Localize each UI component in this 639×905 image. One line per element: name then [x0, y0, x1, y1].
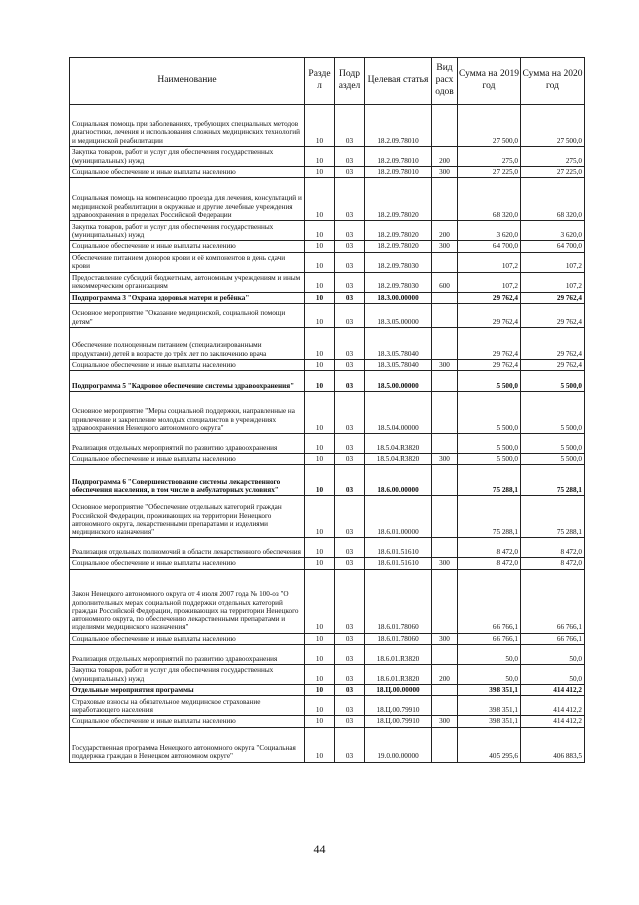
row-target-article-cell: 18.3.05.78040	[365, 359, 432, 370]
row-section-cell: 10	[305, 696, 335, 716]
row-target-article-cell: 18.6.01.78060	[365, 569, 432, 633]
row-subsection-cell: 03	[335, 178, 365, 221]
row-name-cell: Основное мероприятие "Обеспечение отдельных категорий граждан Российской Федерации, проживающих на территории Ненецкого автономного округа, лекарственными препаратами и изделиями медицинского назначения"	[70, 496, 305, 538]
header-section: Разде л	[305, 58, 335, 105]
row-expense-type-cell	[432, 303, 458, 327]
row-sum-2019-cell: 275,0	[458, 147, 521, 167]
row-section-cell: 10	[305, 292, 335, 303]
row-subsection-cell: 03	[335, 727, 365, 762]
row-target-article-cell: 18.2.09.78020	[365, 221, 432, 241]
row-subsection-cell: 03	[335, 392, 365, 434]
table-row	[70, 664, 585, 684]
row-sum-2020-cell: 29 762,4	[521, 359, 585, 370]
table-row	[70, 178, 585, 221]
table-row	[70, 716, 585, 727]
row-sum-2019-cell: 66 766,1	[458, 569, 521, 633]
row-sum-2019-cell: 398 351,1	[458, 684, 521, 695]
row-expense-type-cell	[432, 105, 458, 147]
row-sum-2020-cell: 50,0	[521, 644, 585, 664]
row-name-cell: Обеспечение питанием доноров крови и её компонентов в день сдачи крови	[70, 252, 305, 272]
row-target-article-cell: 18.Ц.00.79910	[365, 716, 432, 727]
row-target-article-cell: 18.3.00.00000	[365, 292, 432, 303]
row-target-article-cell: 18.3.05.78040	[365, 327, 432, 359]
row-name-cell: Отдельные мероприятия программы	[70, 684, 305, 695]
row-subsection-cell: 03	[335, 371, 365, 392]
header-expense-type: Вид расх одов	[432, 58, 458, 105]
row-expense-type-cell	[432, 538, 458, 558]
row-sum-2019-cell: 68 320,0	[458, 178, 521, 221]
row-subsection-cell: 03	[335, 221, 365, 241]
row-name-cell: Подпрограмма 6 "Совершенствование системы лекарственного обеспечения населения, в том числе в амбулаторных условиях"	[70, 465, 305, 496]
header-sum-2019: Сумма на 2019 год	[458, 58, 521, 105]
row-name-cell: Социальное обеспечение и иные выплаты населению	[70, 359, 305, 370]
row-sum-2020-cell: 29 762,4	[521, 292, 585, 303]
row-subsection-cell: 03	[335, 538, 365, 558]
row-target-article-cell: 18.6.01.R3820	[365, 664, 432, 684]
row-target-article-cell: 18.6.01.78060	[365, 633, 432, 644]
row-subsection-cell: 03	[335, 696, 365, 716]
table-row	[70, 359, 585, 370]
row-subsection-cell: 03	[335, 633, 365, 644]
row-sum-2019-cell: 398 351,1	[458, 716, 521, 727]
row-target-article-cell: 18.2.09.78010	[365, 105, 432, 147]
row-expense-type-cell	[432, 496, 458, 538]
row-section-cell: 10	[305, 303, 335, 327]
row-sum-2020-cell: 64 700,0	[521, 241, 585, 252]
table-body	[70, 105, 585, 763]
row-sum-2020-cell: 75 288,1	[521, 496, 585, 538]
row-expense-type-cell	[432, 644, 458, 664]
row-sum-2020-cell: 68 320,0	[521, 178, 585, 221]
row-section-cell: 10	[305, 496, 335, 538]
row-section-cell: 10	[305, 392, 335, 434]
row-expense-type-cell	[432, 178, 458, 221]
row-sum-2020-cell: 275,0	[521, 147, 585, 167]
row-sum-2019-cell: 29 762,4	[458, 303, 521, 327]
row-sum-2019-cell: 27 225,0	[458, 167, 521, 178]
row-target-article-cell: 18.2.09.78030	[365, 252, 432, 272]
row-sum-2020-cell: 8 472,0	[521, 538, 585, 558]
row-section-cell: 10	[305, 178, 335, 221]
row-subsection-cell: 03	[335, 105, 365, 147]
row-sum-2019-cell: 5 500,0	[458, 454, 521, 465]
table-row	[70, 454, 585, 465]
row-sum-2019-cell: 50,0	[458, 664, 521, 684]
row-sum-2020-cell: 75 288,1	[521, 465, 585, 496]
row-target-article-cell: 18.6.01.R3820	[365, 644, 432, 664]
table-row	[70, 221, 585, 241]
row-name-cell: Реализация отдельных полномочий в области лекарственного обеспечения	[70, 538, 305, 558]
row-expense-type-cell	[432, 696, 458, 716]
row-section-cell: 10	[305, 434, 335, 454]
table-row	[70, 371, 585, 392]
row-name-cell: Социальная помощь при заболеваниях, требующих специальных методов диагностики, лечения и использования сложных медицинских технологий и медицинской реабилитации	[70, 105, 305, 147]
row-name-cell: Предоставление субсидий бюджетным, автономным учреждениям и иным некоммерческим организациям	[70, 272, 305, 292]
row-section-cell: 10	[305, 538, 335, 558]
budget-table	[69, 57, 585, 763]
row-sum-2020-cell: 66 766,1	[521, 633, 585, 644]
row-expense-type-cell	[432, 371, 458, 392]
row-name-cell: Обеспечение полноценным питанием (специализированными продуктами) детей в возрасте до трёх лет по заключению врача	[70, 327, 305, 359]
row-target-article-cell: 18.2.09.78020	[365, 178, 432, 221]
row-expense-type-cell	[432, 392, 458, 434]
row-name-cell: Подпрограмма 3 "Охрана здоровья матери и ребёнка"	[70, 292, 305, 303]
row-subsection-cell: 03	[335, 496, 365, 538]
row-expense-type-cell: 300	[432, 454, 458, 465]
row-subsection-cell: 03	[335, 434, 365, 454]
row-section-cell: 10	[305, 716, 335, 727]
row-target-article-cell: 18.5.04.R3820	[365, 454, 432, 465]
row-name-cell: Социальное обеспечение и иные выплаты населению	[70, 454, 305, 465]
row-target-article-cell: 18.5.04.00000	[365, 392, 432, 434]
row-name-cell: Реализация отдельных мероприятий по развитию здравоохранения	[70, 644, 305, 664]
row-section-cell: 10	[305, 684, 335, 695]
row-target-article-cell: 18.2.09.78030	[365, 272, 432, 292]
header-target-article: Целевая статья	[365, 58, 432, 105]
row-name-cell: Социальное обеспечение и иные выплаты населению	[70, 633, 305, 644]
table-row	[70, 434, 585, 454]
row-name-cell: Закупка товаров, работ и услуг для обеспечения государственных (муниципальных) нужд	[70, 147, 305, 167]
row-section-cell: 10	[305, 664, 335, 684]
table-row	[70, 167, 585, 178]
row-expense-type-cell: 200	[432, 147, 458, 167]
row-sum-2019-cell: 107,2	[458, 252, 521, 272]
row-expense-type-cell: 300	[432, 167, 458, 178]
row-expense-type-cell	[432, 327, 458, 359]
row-expense-type-cell	[432, 727, 458, 762]
row-sum-2020-cell: 107,2	[521, 272, 585, 292]
row-name-cell: Государственная программа Ненецкого автономного округа "Социальная поддержка граждан в Ненецком автономном округе"	[70, 727, 305, 762]
row-sum-2019-cell: 3 620,0	[458, 221, 521, 241]
row-subsection-cell: 03	[335, 303, 365, 327]
row-sum-2019-cell: 29 762,4	[458, 327, 521, 359]
table-row	[70, 241, 585, 252]
table-row	[70, 327, 585, 359]
table-row	[70, 392, 585, 434]
row-name-cell: Подпрограмма 5 "Кадровое обеспечение системы здравоохранения"	[70, 371, 305, 392]
row-subsection-cell: 03	[335, 359, 365, 370]
row-sum-2020-cell: 406 883,5	[521, 727, 585, 762]
row-subsection-cell: 03	[335, 558, 365, 569]
row-sum-2019-cell: 29 762,4	[458, 359, 521, 370]
table-row	[70, 272, 585, 292]
table-row	[70, 496, 585, 538]
row-expense-type-cell: 300	[432, 558, 458, 569]
table-row	[70, 569, 585, 633]
row-sum-2019-cell: 8 472,0	[458, 538, 521, 558]
row-expense-type-cell: 300	[432, 633, 458, 644]
row-subsection-cell: 03	[335, 167, 365, 178]
row-sum-2020-cell: 414 412,2	[521, 684, 585, 695]
row-name-cell: Социальное обеспечение и иные выплаты населению	[70, 558, 305, 569]
table-row	[70, 558, 585, 569]
row-subsection-cell: 03	[335, 644, 365, 664]
row-target-article-cell: 18.6.01.00000	[365, 496, 432, 538]
row-name-cell: Страховые взносы на обязательное медицинское страхование неработающего населения	[70, 696, 305, 716]
row-sum-2019-cell: 8 472,0	[458, 558, 521, 569]
table-row	[70, 303, 585, 327]
row-sum-2020-cell: 5 500,0	[521, 371, 585, 392]
table-row	[70, 633, 585, 644]
row-sum-2019-cell: 75 288,1	[458, 465, 521, 496]
row-section-cell: 10	[305, 454, 335, 465]
table-row	[70, 684, 585, 695]
row-sum-2019-cell: 107,2	[458, 272, 521, 292]
row-section-cell: 10	[305, 167, 335, 178]
table-row	[70, 292, 585, 303]
row-name-cell: Социальная помощь на компенсацию проезда для лечения, консультаций и медицинской реабилитации в окружные и другие лечебные учреждения здравоохранения в пределах Российской Федерации	[70, 178, 305, 221]
row-section-cell: 10	[305, 147, 335, 167]
row-target-article-cell: 18.6.00.00000	[365, 465, 432, 496]
table-row	[70, 538, 585, 558]
header-subsection: Подр аздел	[335, 58, 365, 105]
row-subsection-cell: 03	[335, 569, 365, 633]
page-number: 44	[313, 842, 326, 856]
row-target-article-cell: 18.3.05.00000	[365, 303, 432, 327]
table-row	[70, 644, 585, 664]
row-sum-2020-cell: 107,2	[521, 252, 585, 272]
row-sum-2019-cell: 75 288,1	[458, 496, 521, 538]
row-sum-2020-cell: 50,0	[521, 664, 585, 684]
row-expense-type-cell: 300	[432, 241, 458, 252]
row-sum-2019-cell: 64 700,0	[458, 241, 521, 252]
row-section-cell: 10	[305, 558, 335, 569]
row-subsection-cell: 03	[335, 252, 365, 272]
row-sum-2019-cell: 5 500,0	[458, 371, 521, 392]
row-section-cell: 10	[305, 644, 335, 664]
row-sum-2020-cell: 29 762,4	[521, 303, 585, 327]
row-section-cell: 10	[305, 465, 335, 496]
row-target-article-cell: 18.5.04.R3820	[365, 434, 432, 454]
row-name-cell: Социальное обеспечение и иные выплаты населению	[70, 241, 305, 252]
row-subsection-cell: 03	[335, 465, 365, 496]
table-row	[70, 696, 585, 716]
row-expense-type-cell	[432, 465, 458, 496]
row-section-cell: 10	[305, 221, 335, 241]
row-expense-type-cell	[432, 569, 458, 633]
row-sum-2020-cell: 3 620,0	[521, 221, 585, 241]
row-section-cell: 10	[305, 272, 335, 292]
header-name: Наименование	[70, 58, 305, 105]
row-name-cell: Закупка товаров, работ и услуг для обеспечения государственных (муниципальных) нужд	[70, 664, 305, 684]
row-name-cell: Социальное обеспечение и иные выплаты населению	[70, 716, 305, 727]
table-header-row	[70, 58, 585, 105]
row-expense-type-cell	[432, 434, 458, 454]
row-sum-2019-cell: 29 762,4	[458, 292, 521, 303]
row-subsection-cell: 03	[335, 454, 365, 465]
row-sum-2019-cell: 398 351,1	[458, 696, 521, 716]
row-section-cell: 10	[305, 727, 335, 762]
row-target-article-cell: 18.5.00.00000	[365, 371, 432, 392]
table-row	[70, 465, 585, 496]
row-expense-type-cell: 600	[432, 272, 458, 292]
row-target-article-cell: 18.2.09.78010	[365, 167, 432, 178]
row-subsection-cell: 03	[335, 272, 365, 292]
row-expense-type-cell	[432, 684, 458, 695]
row-expense-type-cell	[432, 292, 458, 303]
row-subsection-cell: 03	[335, 241, 365, 252]
row-subsection-cell: 03	[335, 664, 365, 684]
row-sum-2020-cell: 27 500,0	[521, 105, 585, 147]
row-sum-2019-cell: 5 500,0	[458, 392, 521, 434]
row-target-article-cell: 18.6.01.51610	[365, 538, 432, 558]
row-target-article-cell: 19.0.00.00000	[365, 727, 432, 762]
row-target-article-cell: 18.6.01.51610	[365, 558, 432, 569]
row-name-cell: Основное мероприятие "Меры социальной поддержки, направленные на привлечение и закрепление молодых специалистов в учреждениях здравоохранения Ненецкого автономного округа"	[70, 392, 305, 434]
table-row	[70, 105, 585, 147]
row-expense-type-cell: 300	[432, 716, 458, 727]
row-section-cell: 10	[305, 569, 335, 633]
row-section-cell: 10	[305, 327, 335, 359]
row-sum-2020-cell: 414 412,2	[521, 716, 585, 727]
row-sum-2019-cell: 405 295,6	[458, 727, 521, 762]
row-sum-2019-cell: 5 500,0	[458, 434, 521, 454]
row-expense-type-cell: 200	[432, 664, 458, 684]
row-sum-2020-cell: 414 412,2	[521, 696, 585, 716]
row-target-article-cell: 18.2.09.78020	[365, 241, 432, 252]
row-subsection-cell: 03	[335, 684, 365, 695]
row-section-cell: 10	[305, 371, 335, 392]
row-sum-2020-cell: 5 500,0	[521, 434, 585, 454]
row-expense-type-cell: 200	[432, 221, 458, 241]
row-subsection-cell: 03	[335, 716, 365, 727]
row-name-cell: Закупка товаров, работ и услуг для обеспечения государственных (муниципальных) нужд	[70, 221, 305, 241]
row-subsection-cell: 03	[335, 292, 365, 303]
row-target-article-cell: 18.Ц.00.00000	[365, 684, 432, 695]
row-subsection-cell: 03	[335, 147, 365, 167]
row-sum-2020-cell: 29 762,4	[521, 327, 585, 359]
row-section-cell: 10	[305, 241, 335, 252]
row-sum-2020-cell: 5 500,0	[521, 454, 585, 465]
row-target-article-cell: 18.Ц.00.79910	[365, 696, 432, 716]
row-expense-type-cell	[432, 252, 458, 272]
row-name-cell: Основное мероприятие "Оказание медицинской, социальной помощи детям"	[70, 303, 305, 327]
row-target-article-cell: 18.2.09.78010	[365, 147, 432, 167]
row-section-cell: 10	[305, 359, 335, 370]
table-row	[70, 252, 585, 272]
row-sum-2020-cell: 66 766,1	[521, 569, 585, 633]
row-subsection-cell: 03	[335, 327, 365, 359]
row-sum-2020-cell: 8 472,0	[521, 558, 585, 569]
row-name-cell: Реализация отдельных мероприятий по развитию здравоохранения	[70, 434, 305, 454]
row-section-cell: 10	[305, 252, 335, 272]
header-sum-2020: Сумма на 2020 год	[521, 58, 585, 105]
row-sum-2019-cell: 50,0	[458, 644, 521, 664]
row-sum-2020-cell: 27 225,0	[521, 167, 585, 178]
table-row	[70, 727, 585, 762]
row-section-cell: 10	[305, 633, 335, 644]
row-sum-2019-cell: 66 766,1	[458, 633, 521, 644]
row-name-cell: Закон Ненецкого автономного округа от 4 июля 2007 года № 100-оз "О дополнительных мерах социальной поддержки отдельных категорий граждан Российской Федерации, проживающих на территории Ненецкого автономного округа, по обеспечению лекарственными препаратами и изделиями медицинского назначения"	[70, 569, 305, 633]
row-expense-type-cell: 300	[432, 359, 458, 370]
table-row	[70, 147, 585, 167]
row-sum-2019-cell: 27 500,0	[458, 105, 521, 147]
row-section-cell: 10	[305, 105, 335, 147]
row-name-cell: Социальное обеспечение и иные выплаты населению	[70, 167, 305, 178]
row-sum-2020-cell: 5 500,0	[521, 392, 585, 434]
